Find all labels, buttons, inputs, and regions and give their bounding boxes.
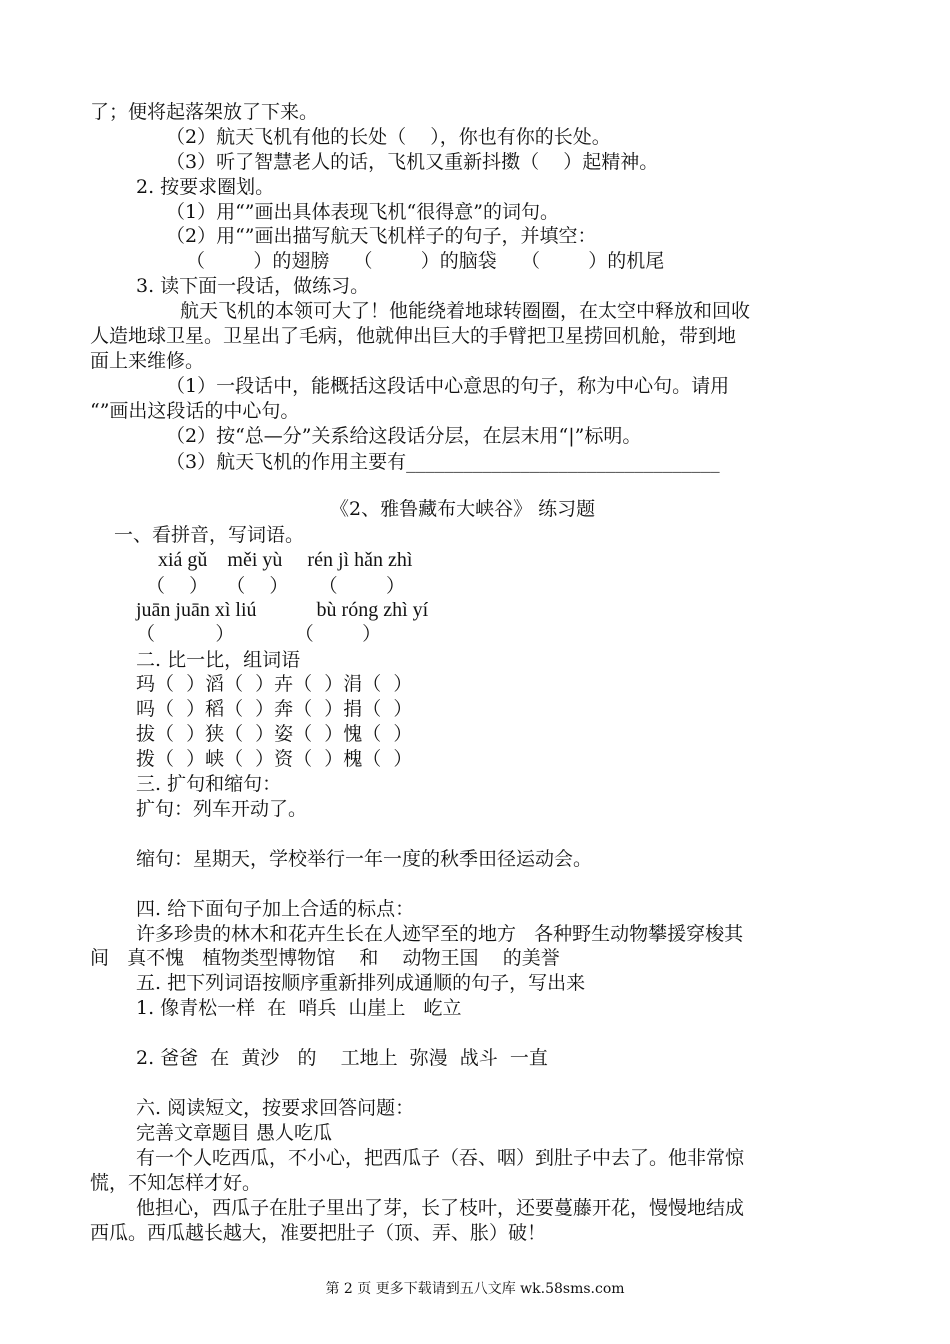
- passage-line: 人造地球卫星。卫星出了毛病，他就伸出巨大的手臂把卫星捞回机舱，带到地: [90, 325, 737, 347]
- text-line: 2. 爸爸 在 黄沙 的 工地上 弥漫 战斗 一直: [136, 1047, 548, 1069]
- question-heading: 3. 读下面一段话，做练习。: [136, 275, 370, 297]
- section-heading: 六. 阅读短文，按要求回答问题：: [136, 1097, 415, 1119]
- text-line: （2）按“总—分”关系给这段话分层，在层末用“|”标明。: [166, 425, 642, 447]
- text-line: 许多珍贵的林木和花卉生长在人迹罕至的地方 各种野生动物攀援穿梭其: [136, 923, 744, 945]
- pinyin-line: xiá gǔ měi yù rén jì hǎn zhì: [158, 549, 413, 571]
- pinyin-line: juān juān xì liú bù róng zhì yí: [136, 599, 429, 621]
- section-heading: 五. 把下列词语按顺序重新排列成通顺的句子，写出来: [136, 972, 586, 994]
- page-footer: 第 2 页 更多下载请到五八文库 wk.58sms.com: [325, 1281, 625, 1297]
- section-title: 《2、雅鲁藏布大峡谷》 练习题: [330, 498, 596, 520]
- passage-line: 有一个人吃西瓜，不小心，把西瓜子（吞、咽）到肚子中去了。他非常惊: [136, 1147, 745, 1169]
- character-row: 拔（ ）狭（ ）姿（ ）愧（ ）: [136, 723, 413, 745]
- fill-blank-line: （ ）的翅膀 （ ）的脑袋 （ ）的机尾: [186, 250, 665, 272]
- text-line: 扩句：列车开动了。: [136, 798, 308, 820]
- section-heading: 二. 比一比，组词语: [136, 649, 301, 671]
- text-line: （2）航天飞机有他的长处（ ），你也有你的长处。: [166, 126, 611, 148]
- text-line: 间 真不愧 植物类型博物馆 和 动物王国 的美誉: [90, 947, 560, 969]
- text-line: 缩句：星期天，学校举行一年一度的秋季田径运动会。: [136, 848, 593, 870]
- question-heading: 2. 按要求圈划。: [136, 176, 275, 198]
- text-line: 1. 像青松一样 在 哨兵 山崖上 屹立: [136, 997, 462, 1019]
- text-line: “”画出这段话的中心句。: [90, 400, 300, 422]
- section-heading: 四. 给下面句子加上合适的标点：: [136, 898, 415, 920]
- section-heading: 三. 扩句和缩句：: [136, 773, 282, 795]
- text-line: （1）用“”画出具体表现飞机“很得意”的词句。: [166, 201, 559, 223]
- passage-line: 他担心，西瓜子在肚子里出了芽，长了枝叶，还要蔓藤开花，慢慢地结成: [136, 1197, 745, 1219]
- section-heading: 一、看拼音，写词语。: [114, 524, 305, 546]
- answer-blanks: （ ） （ ）: [136, 623, 382, 645]
- text-line: 了；便将起落架放了下来。: [90, 101, 319, 123]
- passage-line: 西瓜。西瓜越长越大，准要把肚子（顶、弄、胀）破！: [90, 1222, 547, 1244]
- text-line: （3）航天飞机的作用主要有_________________________________: [166, 451, 720, 473]
- text-line: （3）听了智慧老人的话，飞机又重新抖擞（ ）起精神。: [166, 151, 659, 173]
- passage-line: 航天飞机的本领可大了！他能绕着地球转圈圈，在太空中释放和回收: [180, 300, 751, 322]
- text-line: 完善文章题目 愚人吃瓜: [136, 1122, 333, 1144]
- character-row: 吗（ ）稻（ ）奔（ ）捐（ ）: [136, 698, 413, 720]
- character-row: 拨（ ）峡（ ）资（ ）槐（ ）: [136, 748, 413, 770]
- passage-line: 面上来维修。: [90, 350, 205, 372]
- passage-line: 慌，不知怎样才好。: [90, 1172, 262, 1194]
- text-line: （1）一段话中，能概括这段话中心意思的句子，称为中心句。请用: [166, 375, 730, 397]
- text-line: （2）用“”画出描写航天飞机样子的句子，并填空：: [166, 225, 597, 247]
- answer-blanks: （ ） （ ） （ ）: [146, 575, 405, 597]
- character-row: 玛（ ）滔（ ）卉（ ）涓（ ）: [136, 673, 413, 695]
